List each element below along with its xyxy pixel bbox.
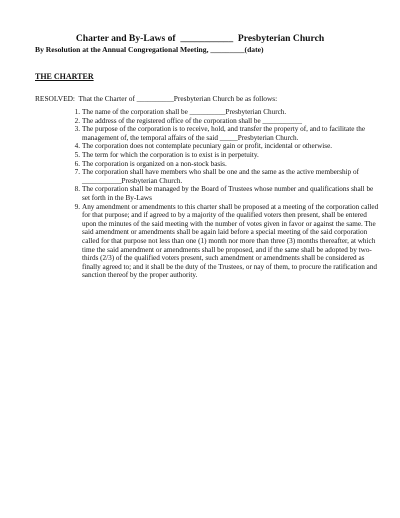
article-text: The purpose of the corporation is to receive, hold, and transfer the property of, and to facilitate the management of, the temporal affairs of the said _____Presbyterian Church. (82, 125, 366, 142)
article-item (74, 202, 382, 280)
article-number: 1. (74, 108, 80, 116)
article-number: 4. (74, 142, 80, 151)
article-number: 5. (74, 150, 80, 159)
article-number: 9. (74, 202, 80, 211)
article-item (74, 108, 382, 117)
article-text: The corporation shall be managed by the Board of Trustees whose number and qualifications shall be set forth in the By-Laws (82, 185, 374, 202)
article-text: The corporation shall have members who shall be one and the same as the active membership of ___________Presbyterian Church. (82, 168, 360, 185)
article-item (74, 125, 382, 142)
article-text: The term for which the corporation is to exist is in perpetuity. (82, 150, 259, 159)
document-title: Charter and By-Laws of ___________ Presbyterian Church (75, 33, 325, 44)
article-item (74, 159, 382, 169)
document-subtitle: By Resolution at the Annual Congregational Meeting, _________(date) (35, 45, 264, 54)
resolved-clause: RESOLVED: That the Charter of __________Presbyterian Church be as follows: (35, 94, 278, 103)
charter-articles-list (74, 108, 382, 280)
article-item (74, 116, 382, 126)
article-text: Any amendment or amendments to this charter shall be proposed at a meeting of the corporation called for that purpose; and if agreed to by a majority of the qualified voters then present, shall be entered upon the minutes of the said meeting with the number of votes given in favor or against the same. The said amendment or amendments shall be again laid before a special meeting of the said corporation called for that purpose not less than one (1) month nor more than three (3) months thereafter, at which time the said amendment or amendments shall be proposed, and if the same shall be adopted by two-thirds (2/3) of the qualified voters present, such amendment or amendments shall be considered as finally agreed to; and it shall be the duty of the Trustees, or nay of them, to procure the ratification and sanction thereof by the proper authority. (82, 202, 379, 280)
article-text: The name of the corporation shall be __________Presbyterian Church. (82, 108, 287, 116)
article-text: The corporation is organized on a non-stock basis. (82, 159, 227, 168)
article-item (74, 142, 382, 151)
section-heading: THE CHARTER (35, 72, 94, 81)
article-item (74, 168, 382, 185)
article-item (74, 185, 382, 202)
article-number: 7. (74, 168, 80, 177)
article-number: 3. (74, 125, 80, 134)
article-number: 8. (74, 185, 80, 194)
article-text: The address of the registered office of the corporation shall be ___________ (82, 116, 303, 125)
article-text: The corporation does not contemplate pecuniary gain or profit, incidental or otherwise. (82, 142, 333, 151)
article-number: 2. (74, 116, 80, 125)
article-number: 6. (74, 159, 80, 168)
article-item (74, 150, 382, 160)
